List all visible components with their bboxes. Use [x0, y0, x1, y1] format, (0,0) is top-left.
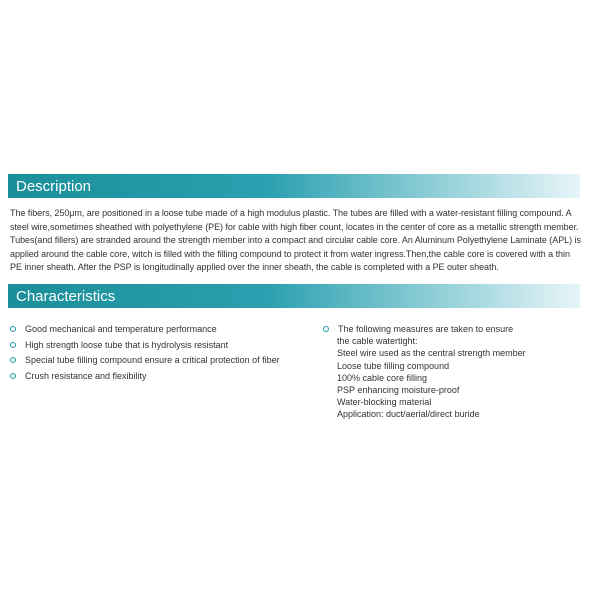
list-item: [10, 323, 310, 335]
bullet-circle-icon: [10, 373, 16, 379]
list-item: [323, 323, 583, 335]
description-heading: Description: [16, 177, 92, 195]
bullet-circle-icon: [10, 342, 16, 348]
list-item: [10, 354, 310, 366]
list-item: [10, 339, 310, 351]
measure-line: the cable watertight:: [337, 336, 418, 347]
bullet-circle-icon: [323, 326, 329, 332]
list-item-text: The following measures are taken to ensure: [338, 324, 514, 334]
list-item-text: High strength loose tube that is hydrolysis resistant: [25, 339, 229, 350]
characteristics-heading: Characteristics: [16, 287, 116, 305]
measure-line: Application: duct/aerial/direct buride: [337, 409, 480, 420]
measure-line: 100% cable core filling: [337, 372, 428, 383]
measure-line: Water-blocking material: [337, 397, 432, 408]
description-banner: [8, 174, 580, 198]
characteristics-right-list: [323, 323, 583, 421]
characteristics-left-list: [10, 323, 310, 385]
characteristics-banner: [8, 284, 580, 308]
description-text: The fibers, 250μm, are positioned in a loose tube made of a high modulus plastic. The tubes are filled with a water-resistant filling compound. A steel wire,sometimes sheathed with polyethylene (PE) for cable with high fiber count, locates in the center of core as a metallic strength member. Tubes(and fillers) are stranded around the strength member into a compact and circular cable core. An Aluminum Polyethylene Laminate (APL) is applied around the cable core, witch is filled with the filling compound to protect it from water ingress.Then,the cable core is covered with a thin PE inner sheath. After the PSP is longitudinally applied over the inner sheath, the cable is completed with a PE outer sheath.: [10, 208, 581, 273]
measure-line: PSP enhancing moisture-proof: [337, 385, 460, 396]
measure-line: Loose tube filling compound: [337, 360, 450, 371]
watertight-measures: [323, 335, 583, 420]
bullet-circle-icon: [10, 326, 16, 332]
bullet-circle-icon: [10, 357, 16, 363]
list-item: [10, 370, 310, 382]
list-item-text: Special tube filling compound ensure a critical protection of fiber: [25, 355, 280, 366]
measure-line: Steel wire used as the central strength member: [337, 348, 526, 359]
list-item-text: Good mechanical and temperature performance: [25, 324, 217, 334]
list-item-text: Crush resistance and flexibility: [25, 370, 147, 381]
